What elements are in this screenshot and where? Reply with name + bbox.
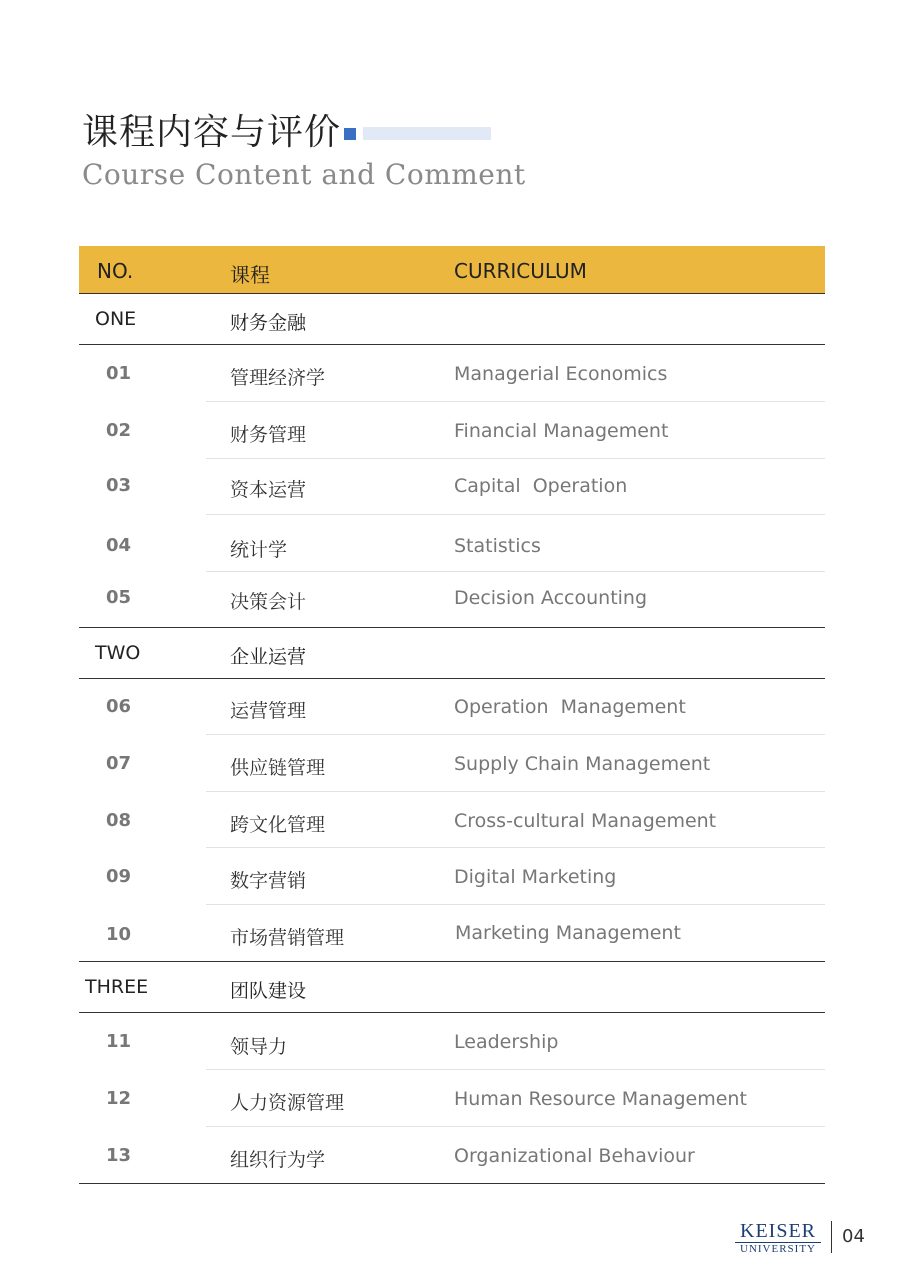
table-row <box>79 402 825 459</box>
section-header <box>79 628 825 679</box>
course-number: 05 <box>106 587 132 608</box>
course-name-cn: 运营管理 <box>230 700 307 722</box>
course-name-cn: 决策会计 <box>230 591 307 613</box>
course-number: 01 <box>106 363 132 384</box>
course-name-cn: 资本运营 <box>230 479 307 501</box>
course-table <box>79 246 825 1184</box>
title-accent-bar <box>363 127 491 140</box>
table-row <box>79 1013 825 1070</box>
header-curriculum: CURRICULUM <box>454 259 587 283</box>
course-number: 13 <box>106 1145 132 1166</box>
course-number: 03 <box>106 475 132 496</box>
course-name-en: Supply Chain Management <box>454 753 711 775</box>
course-name-cn: 供应链管理 <box>230 757 326 779</box>
course-name-en: Operation Management <box>454 696 686 718</box>
course-name-en: Human Resource Management <box>454 1088 747 1110</box>
university-logo <box>735 1221 821 1256</box>
table-row <box>79 1127 825 1183</box>
logo-subtitle: UNIVERSITY <box>740 1243 816 1255</box>
course-name-en: Capital Operation <box>454 475 628 497</box>
course-name-en: Marketing Management <box>455 922 681 944</box>
table-header <box>79 246 825 294</box>
course-name-en: Decision Accounting <box>454 587 648 609</box>
header-course: 课程 <box>230 263 270 287</box>
table-row <box>79 572 825 627</box>
table-row <box>79 1070 825 1127</box>
course-number: 10 <box>106 924 132 945</box>
course-name-en: Cross-cultural Management <box>454 810 717 832</box>
table-row <box>79 515 825 572</box>
section-header <box>79 294 825 345</box>
page-footer <box>735 1219 865 1255</box>
title-square-mark <box>344 128 356 140</box>
course-number: 04 <box>106 535 132 556</box>
course-number: 07 <box>106 753 132 774</box>
course-name-cn: 领导力 <box>230 1036 288 1058</box>
course-number: 09 <box>106 866 132 887</box>
page-title-cn: 课程内容与评价 <box>82 112 342 153</box>
course-number: 02 <box>106 420 132 441</box>
page-title-en: Course Content and Comment <box>82 158 526 191</box>
course-name-cn: 跨文化管理 <box>230 814 326 836</box>
course-name-cn: 统计学 <box>230 539 288 561</box>
section-header <box>79 962 825 1013</box>
table-row <box>79 735 825 792</box>
logo-wordmark: KEISER <box>735 1221 821 1243</box>
header-no: NO. <box>97 259 134 283</box>
section-two <box>79 628 825 962</box>
section-number: ONE <box>95 308 137 330</box>
table-row <box>79 459 825 515</box>
course-name-en: Digital Marketing <box>454 866 617 888</box>
course-name-en: Organizational Behaviour <box>454 1145 695 1167</box>
table-row <box>79 792 825 848</box>
section-number: TWO <box>95 642 141 664</box>
section-three <box>79 962 825 1184</box>
course-name-cn: 市场营销管理 <box>230 927 345 949</box>
page-number: 04 <box>842 1226 865 1247</box>
section-name: 财务金融 <box>230 312 307 334</box>
title-decoration <box>344 126 494 140</box>
footer-divider <box>831 1221 832 1253</box>
section-name: 团队建设 <box>230 980 307 1002</box>
course-name-cn: 数字营销 <box>230 870 307 892</box>
course-name-cn: 组织行为学 <box>230 1149 326 1171</box>
course-number: 06 <box>106 696 132 717</box>
course-name-en: Managerial Economics <box>454 363 668 385</box>
course-name-cn: 管理经济学 <box>230 367 326 389</box>
table-row <box>79 905 825 961</box>
course-name-en: Financial Management <box>454 420 669 442</box>
course-number: 11 <box>106 1031 132 1052</box>
course-name-en: Leadership <box>454 1031 559 1053</box>
section-name: 企业运营 <box>230 646 307 668</box>
table-row <box>79 679 825 735</box>
course-name-cn: 人力资源管理 <box>230 1092 345 1114</box>
course-name-en: Statistics <box>454 535 541 557</box>
course-number: 12 <box>106 1088 132 1109</box>
table-row <box>79 848 825 905</box>
course-number: 08 <box>106 810 132 831</box>
table-row <box>79 345 825 402</box>
section-number: THREE <box>85 976 149 998</box>
course-name-cn: 财务管理 <box>230 424 307 446</box>
section-one <box>79 294 825 628</box>
